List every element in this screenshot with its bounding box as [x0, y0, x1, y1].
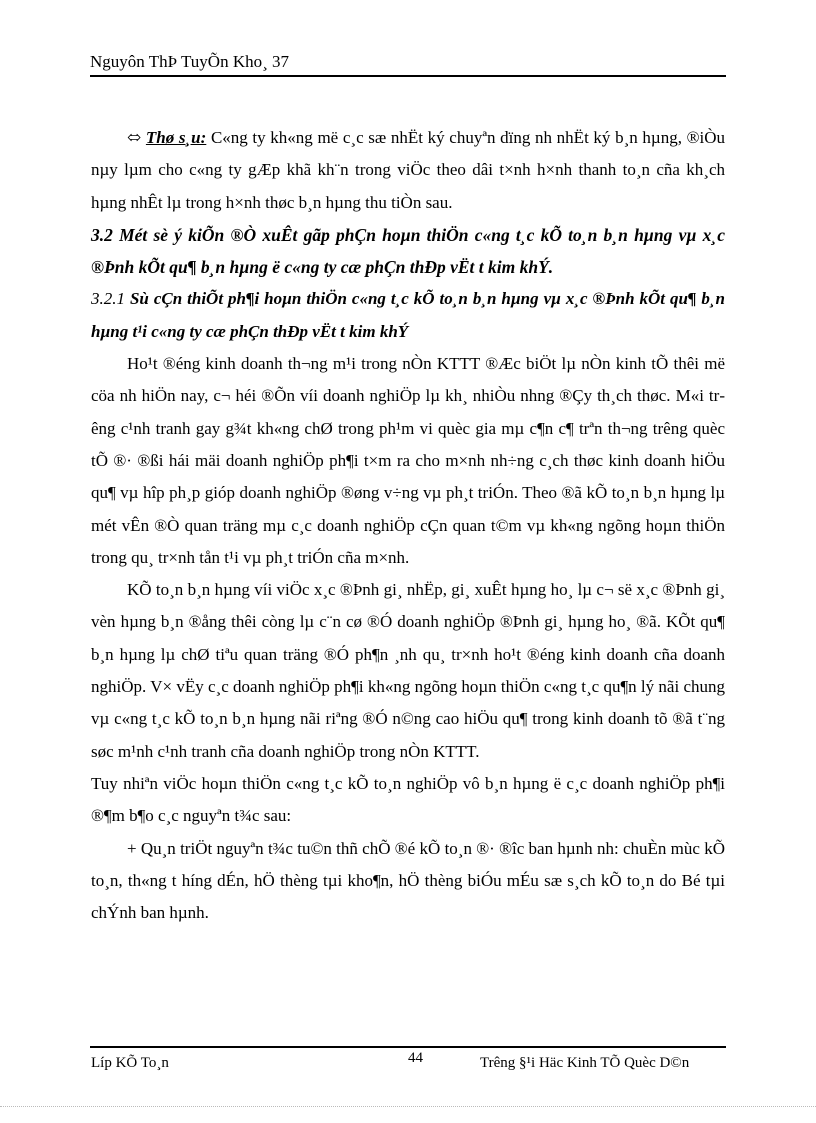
- paragraph-principle-one: + Qu¸n triÖt nguyªn t¾c tu©n thñ chÕ ®é kÕ to¸n ®· ®îc ban hµnh nh: chuÈn mùc kÕ to¸n, th«ng t híng dÉn, hÖ thèng tµi kho¶n, hÖ thèng biÓu mÉu sæ s¸ch kÕ to¸n do Bé tµi chÝnh ban hµnh.: [91, 838, 725, 923]
- page-header: Nguyôn ThÞ TuyÕn Kho¸ 37: [90, 52, 290, 71]
- paragraph-principles: Tuy nhiªn viÖc hoµn thiÖn c«ng t¸c kÕ to¸n nghiÖp vô b¸n hµng ë c¸c doanh nghiÖp ph¶i ®¶m b¶o c¸c nguyªn t¾c sau:: [91, 773, 725, 826]
- subsection-heading-3-2-1: [91, 283, 725, 348]
- double-arrow-icon: ⬄: [127, 128, 142, 147]
- footer-university: Trêng §¹i Häc Kinh TÕ Quèc D©n: [480, 1055, 690, 1071]
- paragraph-sixth-point: [91, 122, 725, 219]
- subsection-number: 3.2.1: [91, 289, 125, 309]
- footer-class: Líp KÕ To¸n: [91, 1055, 169, 1071]
- paragraph-commerce: Ho¹t ®éng kinh doanh th¬ng m¹i trong nÒn KTTT ®Æc biÖt lµ nÒn kinh tÕ thêi më cöa nh hiÖn nay, c¬ héi ®Õn víi doanh nghiÖp lµ kh¸ nhiÒu nhng ®Çy th¸ch thøc. M«i trêng c¹nh tranh gay g¾t kh«ng chØ trong ph¹m vi quèc gia mµ c¶n c¶ trªn th¬ng trêng quèc tÕ ®· ®ßi hái mäi doanh nghiÖp ph¶i t×m ra cho m×nh nh÷ng c¸ch thøc kinh doanh hiÖu qu¶ vµ hîp ph¸p gióp doanh nghiÖp ®øng v÷ng vµ ph¸t triÓn. Theo ®ã kÕ to¸n b¸n hµng lµ mét vÊn ®Ò quan träng mµ c¸c doanh nghiÖp cÇn quan t©m vµ kh«ng ngõng hoµn thiÖn trong qu¸ tr×nh tån t¹i vµ ph¸t triÓn cña m×nh.: [91, 354, 725, 567]
- paragraph-sales-accounting: KÕ to¸n b¸n hµng víi viÖc x¸c ®Þnh gi¸ nhËp, gi¸ xuÊt hµng ho¸ lµ c¬ së x¸c ®Þnh gi¸ vèn hµng b¸n ®ång thêi còng lµ c¨n cø ®Ó doanh nghiÖp ®Þnh gi¸ hµng ho¸ ®ã. KÕt qu¶ b¸n hµng lµ chØ tiªu quan träng ®Ó ph¶n ¸nh qu¸ tr×nh ho¹t ®éng kinh doanh cña doanh nghiÖp. V× vËy c¸c doanh nghiÖp ph¶i kh«ng ngõng hoµn thiÖn c«ng t¸c qu¶n lý nãi chung vµ c«ng t¸c kÕ to¸n b¸n hµng nãi riªng ®Ó n©ng cao hiÖu qu¶ trong kinh doanh tõ ®ã t¨ng søc m¹nh c¹nh tranh cña doanh nghiÖp trong nÒn KTTT.: [91, 580, 725, 761]
- footer-divider: [90, 1046, 726, 1048]
- page-number: 44: [408, 1050, 423, 1066]
- subsection-title: Sù cÇn thiÕt ph¶i hoµn thiÖn c«ng t¸c kÕ to¸n b¸n hµng vµ x¸c ®Þnh kÕt qu¶ b¸n hµng t¹i c«ng ty cæ phÇn thÐp vËt t kim khÝ: [91, 289, 725, 341]
- header-divider: [90, 75, 726, 77]
- section-heading-3-2: 3.2 Mét sè ý kiÕn ®Ò xuÊt gãp phÇn hoµn thiÖn c«ng t¸c kÕ to¸n b¸n hµng vµ x¸c ®Þnh kÕt qu¶ b¸n hµng ë c«ng ty cæ phÇn thÐp vËt t kim khÝ.: [91, 224, 725, 278]
- page-break-line: [0, 1106, 816, 1107]
- point-text: C«ng ty kh«ng më c¸c sæ nhËt ký chuyªn dïng nh nhËt ký b¸n hµng, ®iÒu nµy lµm cho c«ng ty gÆp khã kh¨n trong viÖc theo dâi t×nh h×nh thanh to¸n cña kh¸ch hµng nhÊt lµ trong h×nh thøc b¸n hµng thu tiÒn sau.: [91, 128, 726, 212]
- point-lead: Thø s¸u:: [145, 128, 207, 147]
- document-body: [91, 122, 725, 929]
